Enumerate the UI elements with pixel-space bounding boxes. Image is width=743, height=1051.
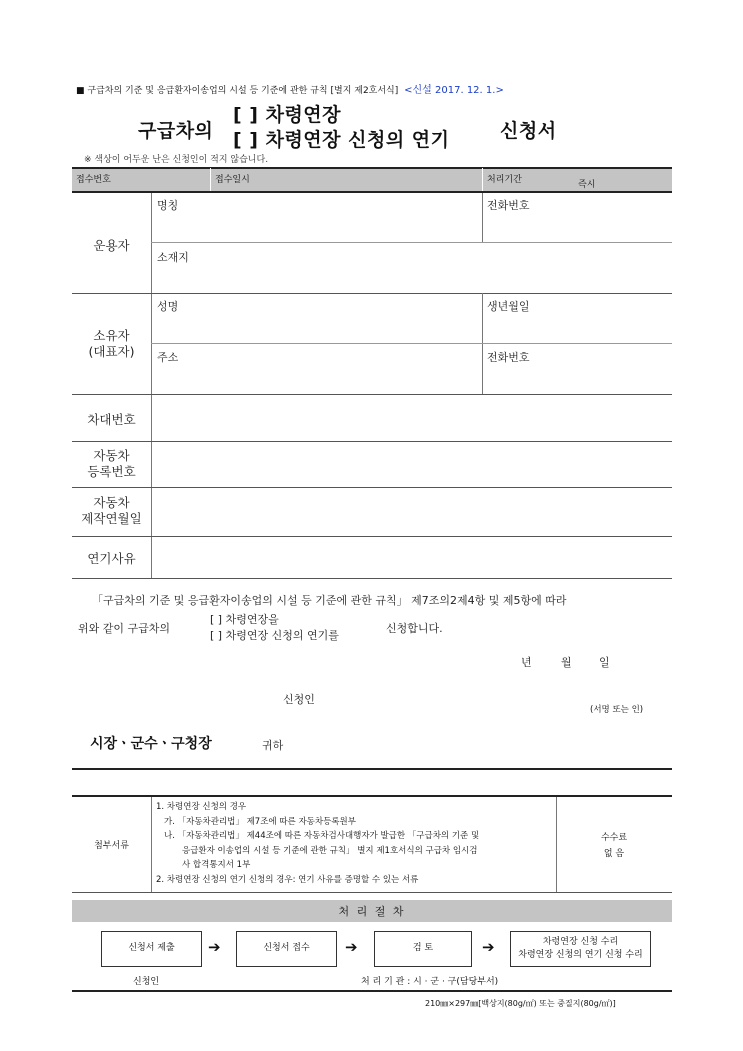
chassis-number-label: 차대번호 — [87, 412, 136, 427]
postpone-reason-label: 연기사유 — [87, 551, 136, 566]
date-month: 월 — [561, 656, 572, 669]
title-prefix: 구급차의 — [138, 120, 214, 142]
attachment-line: 사 합격통지서 1부 — [182, 860, 251, 870]
step-review-box: 검 토 — [374, 931, 472, 967]
applicant-label: 신청인 — [283, 693, 315, 706]
operator-name-label: 명칭 — [157, 199, 179, 212]
attachments-label: 첨부서류 — [94, 841, 129, 851]
attachment-line: 응급환자 이송업의 시설 등 기준에 관한 규칙」 별지 제1호서식의 구급차 임시검 — [182, 845, 478, 856]
step-receive-box: 신청서 접수 — [236, 931, 337, 967]
arrow-right-icon: ➔ — [208, 938, 221, 956]
date-year: 년 — [521, 656, 532, 669]
arrow-right-icon: ➔ — [345, 938, 358, 956]
recipient-suffix: 귀하 — [262, 739, 284, 752]
fee-label: 수수료 — [600, 833, 628, 843]
owner-phone-label: 전화번호 — [487, 351, 530, 364]
receipt-number-label: 접수번호 — [76, 175, 111, 185]
title-option-extension: [ ] 차령연장 — [233, 104, 342, 126]
step-accept-box: 차령연장 신청 수리 차령연장 신청의 연기 신청 수리 — [510, 931, 651, 967]
statement-option-extension: [ ] 차령연장을 — [210, 613, 279, 626]
procedure-header: 처 리 절 차 — [72, 900, 672, 922]
operator-address-label: 소재지 — [157, 251, 189, 264]
statement-option-postpone: [ ] 차령연장 신청의 연기를 — [210, 629, 339, 642]
processing-period-value: 즉시 — [578, 180, 596, 190]
attachments-list — [156, 800, 479, 887]
title-option-postpone: [ ] 차령연장 신청의 연기 — [233, 129, 450, 151]
title-suffix: 신청서 — [500, 120, 557, 142]
receipt-date-label: 접수일시 — [215, 175, 250, 185]
attachment-line: 2. 차령연장 신청의 연기 신청의 경우: 연기 사유를 증명할 수 있는 서류 — [156, 874, 419, 885]
attachment-line: 나. 「자동차관리법」 제44조에 따른 자동차검사대행자가 발급한 「구급차의 기준 및 — [164, 831, 480, 841]
date-day: 일 — [599, 656, 610, 669]
statement-suffix: 신청합니다. — [386, 622, 443, 635]
fee-value: 없 음 — [603, 849, 625, 859]
revision-date: <신설 2017. 12. 1.> — [404, 85, 504, 96]
owner-section-label: 소유자 (대표자) — [88, 328, 135, 359]
arrow-right-icon: ➔ — [482, 938, 495, 956]
attachment-line: 1. 차령연장 신청의 경우 — [156, 802, 247, 812]
signature-label: (서명 또는 인) — [590, 705, 644, 715]
procedure-actor-authority: 처 리 기 관 : 시 · 군 · 구(담당부서) — [361, 977, 499, 987]
statement-prefix: 위와 같이 구급차의 — [78, 622, 171, 635]
owner-address-label: 주소 — [157, 351, 179, 364]
procedure-actor-applicant: 신청인 — [133, 977, 160, 987]
registration-number-label: 자동차 등록번호 — [87, 448, 136, 479]
operator-section-label: 운용자 — [93, 238, 130, 253]
processing-period-label: 처리기간 — [487, 175, 522, 185]
statement-line: 「구급차의 기준 및 응급환자이송업의 시설 등 기준에 관한 규칙」 제7조의2제4항 및 제5항에 따라 — [92, 594, 567, 607]
attachment-line: 가. 「자동차관리법」 제7조에 따른 자동차등록원부 — [164, 816, 356, 827]
marker-icon: ■ — [76, 86, 85, 96]
owner-name-label: 성명 — [157, 300, 179, 313]
form-reference — [76, 81, 504, 96]
manufacture-date-label: 자동차 제작연월일 — [81, 495, 142, 526]
step-submit-box: 신청서 제출 — [101, 931, 202, 967]
owner-birth-label: 생년월일 — [487, 300, 530, 313]
law-reference: 구급차의 기준 및 응급환자이송업의 시설 등 기준에 관한 규칙 [별지 제2호서식] — [87, 86, 399, 96]
recipient-name: 시장ㆍ군수ㆍ구청장 — [90, 736, 212, 752]
operator-phone-label: 전화번호 — [487, 199, 530, 212]
paper-spec: 210㎜×297㎜[백상지(80g/㎡) 또는 중질지(80g/㎡)] — [425, 999, 616, 1008]
shaded-note: ※ 색상이 어두운 난은 신청인이 적지 않습니다. — [84, 155, 269, 165]
